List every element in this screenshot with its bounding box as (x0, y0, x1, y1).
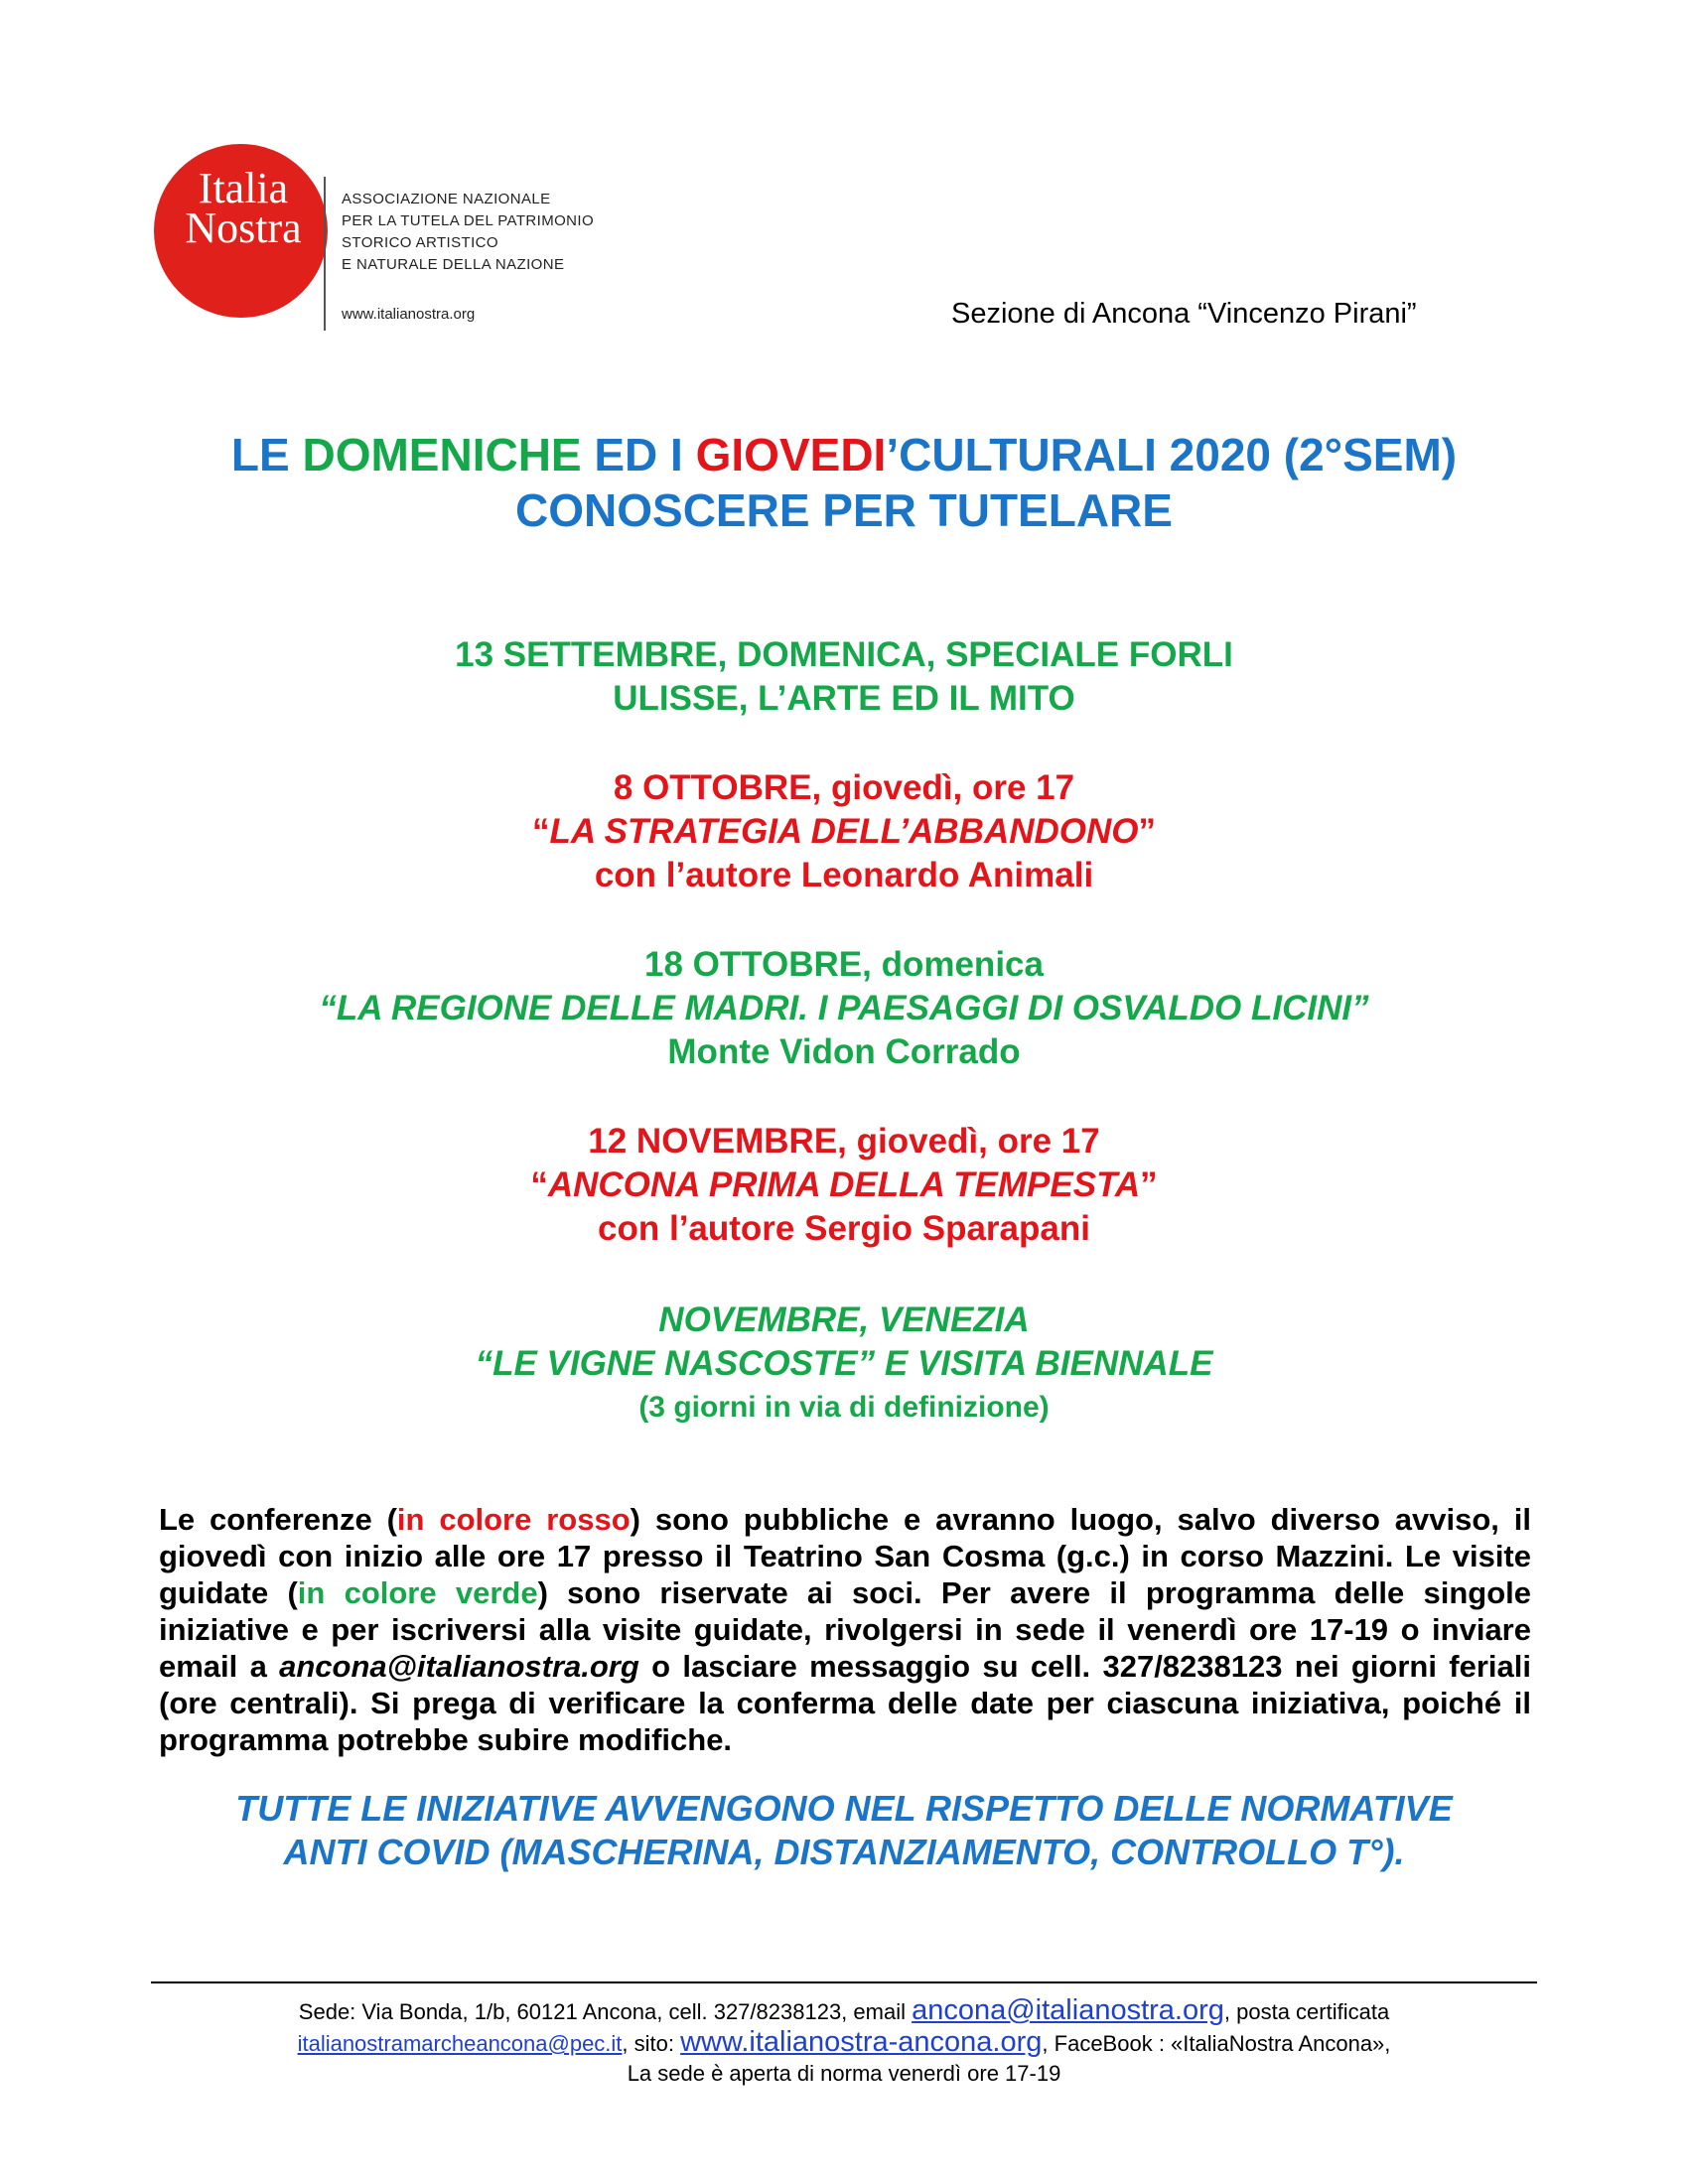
footer-text: , posta certificata (1223, 1999, 1390, 2024)
event-author: con l’autore Sergio Sparapani (598, 1209, 1090, 1248)
footer-line (0, 1995, 1688, 2027)
green-legend: in colore verde (297, 1575, 538, 1610)
covid-line: TUTTE LE INIZIATIVE AVVENGONO NEL RISPETTO DELLE NORMATIVE (235, 1788, 1453, 1829)
event-date: 12 NOVEMBRE, giovedì, ore 17 (588, 1122, 1100, 1160)
logo-line1: Italia (198, 164, 289, 212)
footer-text: , sito: (622, 2031, 681, 2056)
event-date: 13 SETTEMBRE, DOMENICA, SPECIALE FORLI (455, 635, 1233, 674)
event-title: “LA REGIONE DELLE MADRI. I PAESAGGI DI OSVALDO LICINI” (319, 989, 1369, 1027)
event-venezia (0, 1298, 1688, 1430)
red-legend: in colore rosso (396, 1502, 631, 1537)
assoc-line: ASSOCIAZIONE NAZIONALE (342, 191, 551, 207)
footer-line (0, 2027, 1688, 2059)
body-text: o lasciare messaggio su cell. 327/8238123 nei giorni feriali (ore centrali). Si prega di verificare la conferma delle date per ciascuna iniziativa, poiché il programma potrebbe subire modifiche. (159, 1649, 1531, 1757)
event-date: 18 OTTOBRE, domenica (644, 945, 1044, 984)
title-part: ’CULTURALI 2020 (2°SEM) (886, 429, 1458, 480)
title-domeniche: DOMENICHE (302, 429, 582, 480)
page-subtitle: CONOSCERE PER TUTELARE (515, 484, 1173, 536)
logo-line2: Nostra (185, 204, 302, 252)
event-title: ANCONA PRIMA DELLA TEMPESTA (547, 1165, 1141, 1204)
section-name: Sezione di Ancona “Vincenzo Pirani” (951, 298, 1417, 330)
event-title: ULISSE, L’ARTE ED IL MITO (613, 679, 1075, 718)
event-title: “LE VIGNE NASCOSTE” E VISITA BIENNALE (475, 1344, 1213, 1383)
logo-divider (324, 177, 326, 331)
title-part: ED I (581, 429, 696, 480)
footer-divider (151, 1981, 1537, 1983)
event-date: 8 OTTOBRE, giovedì, ore 17 (613, 768, 1075, 807)
body-text: ) sono riservate ai soci. Per avere il programma delle singole iniziative e per iscriversi alla visite guidate, rivolgersi in sede il venerdì ore 17-19 o inviare email a (159, 1575, 1532, 1684)
event-date: NOVEMBRE, VENEZIA (658, 1300, 1030, 1339)
event-forli (0, 633, 1688, 721)
page-title (0, 429, 1688, 480)
event-note: (3 giorni in via di definizione) (638, 1391, 1050, 1424)
footer-pec-link[interactable]: italianostramarcheancona@pec.it (297, 2031, 623, 2056)
event-title-line: “LA STRATEGIA DELL’ABBANDONO” (531, 812, 1157, 851)
event-title: LA STRATEGIA DELL’ABBANDONO (549, 812, 1139, 851)
event-tempesta (0, 1120, 1688, 1251)
logo (159, 164, 328, 252)
body-text: ) sono pubbliche e avranno luogo, salvo diverso avviso, il giovedì con inizio alle ore 17 presso il Teatrino San Cosma (g.c.) in corso Mazzini. Le visite guidate ( (159, 1502, 1531, 1610)
title-part: LE (230, 429, 303, 480)
event-title-line: “ANCONA PRIMA DELLA TEMPESTA” (530, 1165, 1158, 1204)
association-name (342, 189, 594, 276)
footer-email-link[interactable]: ancona@italianostra.org (912, 1994, 1224, 2026)
footer-hours: La sede è aperta di norma venerdì ore 17-19 (627, 2061, 1061, 2086)
footer-text: Sede: Via Bonda, 1/b, 60121 Ancona, cell. 327/8238123, email (298, 1999, 913, 2024)
assoc-line: STORICO ARTISTICO (342, 234, 498, 251)
event-licini (0, 943, 1688, 1074)
contact-email[interactable]: ancona@italianostra.org (279, 1649, 639, 1684)
body-text: Le conferenze ( (159, 1502, 397, 1537)
event-author: con l’autore Leonardo Animali (594, 856, 1094, 894)
assoc-line: PER LA TUTELA DEL PATRIMONIO (342, 212, 595, 229)
covid-line: ANTI COVID (MASCHERINA, DISTANZIAMENTO, CONTROLLO T°). (283, 1832, 1405, 1872)
footer-site-link[interactable]: www.italianostra-ancona.org (680, 2026, 1043, 2058)
title-giovedi: GIOVEDI (695, 429, 887, 480)
event-place: Monte Vidon Corrado (667, 1032, 1021, 1071)
event-strategia (0, 766, 1688, 897)
footer (0, 1995, 1688, 2089)
covid-notice (0, 1787, 1688, 1874)
assoc-line: E NATURALE DELLA NAZIONE (342, 256, 565, 273)
footer-text: , FaceBook : «ItaliaNostra Ancona», (1042, 2031, 1391, 2056)
assoc-url: www.italianostra.org (342, 306, 476, 323)
info-paragraph (159, 1501, 1531, 1758)
